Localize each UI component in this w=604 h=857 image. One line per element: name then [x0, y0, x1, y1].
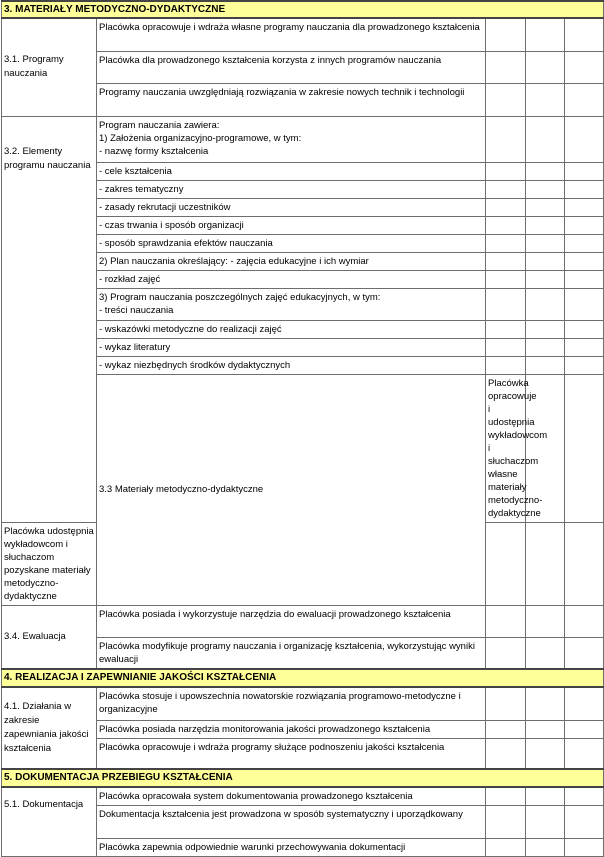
- score-cell: [565, 162, 604, 180]
- criterion-text: [97, 288, 486, 320]
- score-cell: [526, 198, 565, 216]
- score-cell: [565, 288, 604, 320]
- score-cell: [486, 687, 526, 720]
- score-cell: [565, 738, 604, 769]
- score-cell: [526, 51, 565, 83]
- score-cell: [565, 787, 604, 806]
- section-header-3: 3. MATERIAŁY METODYCZNO-DYDAKTYCZNE: [2, 1, 604, 18]
- score-cell: [526, 18, 565, 51]
- criterion-text: Placówka stosuje i upowszechnia nowatorskie rozwiązania programowo-metodyczne i organizacyjne: [97, 687, 486, 720]
- score-cell: [486, 83, 526, 116]
- score-cell: [486, 787, 526, 806]
- score-cell: [526, 83, 565, 116]
- criterion-text: Placówka zapewnia odpowiednie warunki przechowywania dokumentacji: [97, 839, 486, 857]
- score-cell: [486, 252, 526, 270]
- score-cell: [565, 270, 604, 288]
- score-cell: [526, 288, 565, 320]
- criterion-line: 1) Założenia organizacyjno-programowe, w tym:: [99, 132, 302, 144]
- criterion-text: Dokumentacja kształcenia jest prowadzona w sposób systematyczny i uporządkowany: [97, 806, 486, 839]
- score-cell: [526, 687, 565, 720]
- score-cell: [565, 637, 604, 669]
- criterion-line: - nazwę formy kształcenia: [99, 145, 209, 157]
- score-cell: [486, 162, 526, 180]
- criterion-text: Placówka modyfikuje programy nauczania i organizację kształcenia, wykorzystując wyniki ewaluacji: [97, 637, 486, 669]
- score-cell: [486, 839, 526, 857]
- criterion-text: Placówka posiada i wykorzystuje narzędzia do ewaluacji prowadzonego kształcenia: [97, 605, 486, 637]
- criterion-text: - wykaz niezbędnych środków dydaktycznych: [97, 356, 486, 374]
- score-cell: [565, 720, 604, 738]
- criterion-text: Placówka opracowuje i udostępnia wykładowcom i słuchaczom własne materiały metodyczno-dydaktyczne: [486, 374, 526, 522]
- score-cell: [526, 605, 565, 637]
- table-row: [2, 116, 604, 162]
- score-cell: [565, 198, 604, 216]
- score-cell: [565, 83, 604, 116]
- criterion-text: Programy nauczania uwzględniają rozwiązania w zakresie nowych technik i technologii: [97, 83, 486, 116]
- score-cell: [486, 234, 526, 252]
- score-cell: [565, 522, 604, 605]
- table-row: [2, 605, 604, 637]
- score-cell: [486, 116, 526, 162]
- section-header-5: 5. DOKUMENTACJA PRZEBIEGU KSZTAŁCENIA: [2, 769, 604, 787]
- category-label-3-2: 3.2. Elementy programu nauczania: [2, 116, 97, 522]
- score-cell: [565, 18, 604, 51]
- criterion-text: Placówka posiada narzędzia monitorowania jakości prowadzonego kształcenia: [97, 720, 486, 738]
- criterion-text: Placówka opracowała system dokumentowania prowadzonego kształcenia: [97, 787, 486, 806]
- score-cell: [565, 252, 604, 270]
- criterion-text: - sposób sprawdzania efektów nauczania: [97, 234, 486, 252]
- score-cell: [526, 216, 565, 234]
- score-cell: [486, 806, 526, 839]
- score-cell: [565, 338, 604, 356]
- score-cell: [565, 320, 604, 338]
- criterion-text: - wskazówki metodyczne do realizacji zajęć: [97, 320, 486, 338]
- score-cell: [526, 234, 565, 252]
- table-row: [2, 18, 604, 51]
- category-label-3-3: 3.3 Materiały metodyczno-dydaktyczne: [97, 374, 486, 605]
- score-cell: [526, 806, 565, 839]
- score-cell: [526, 637, 565, 669]
- accreditation-criteria-table: [1, 0, 604, 857]
- section-row: [2, 769, 604, 787]
- score-cell: [486, 338, 526, 356]
- score-cell: [565, 605, 604, 637]
- score-cell: [565, 356, 604, 374]
- score-cell: [486, 51, 526, 83]
- criterion-text: 2) Plan nauczania określający: - zajęcia edukacyjne i ich wymiar: [97, 252, 486, 270]
- score-cell: [565, 687, 604, 720]
- score-cell: [486, 180, 526, 198]
- score-cell: [565, 374, 604, 522]
- criterion-text: [97, 116, 486, 162]
- category-label-4-1: 4.1. Działania w zakresie zapewniania jakości kształcenia: [2, 687, 97, 769]
- criterion-line: 3) Program nauczania poszczególnych zajęć edukacyjnych, w tym:: [99, 291, 381, 303]
- score-cell: [526, 839, 565, 857]
- section-row: [2, 1, 604, 18]
- category-label-3-1: 3.1. Programy nauczania: [2, 18, 97, 116]
- score-cell: [565, 116, 604, 162]
- score-cell: [526, 180, 565, 198]
- criterion-text: Placówka opracowuje i wdraża własne programy nauczania dla prowadzonego kształcenia: [97, 18, 486, 51]
- score-cell: [526, 522, 565, 605]
- score-cell: [526, 356, 565, 374]
- score-cell: [486, 320, 526, 338]
- score-cell: [526, 116, 565, 162]
- score-cell: [486, 270, 526, 288]
- score-cell: [565, 839, 604, 857]
- criterion-line: Program nauczania zawiera:: [99, 119, 220, 131]
- table-row: [2, 687, 604, 720]
- criterion-text: - zakres tematyczny: [97, 180, 486, 198]
- score-cell: [486, 216, 526, 234]
- score-cell: [526, 320, 565, 338]
- score-cell: [565, 180, 604, 198]
- score-cell: [486, 198, 526, 216]
- score-cell: [526, 720, 565, 738]
- criterion-text: - czas trwania i sposób organizacji: [97, 216, 486, 234]
- section-header-4: 4. REALIZACJA I ZAPEWNIANIE JAKOŚCI KSZTAŁCENIA: [2, 669, 604, 687]
- score-cell: [565, 234, 604, 252]
- category-label-3-4: 3.4. Ewaluacja: [2, 605, 97, 669]
- score-cell: [526, 252, 565, 270]
- criterion-text: Placówka dla prowadzonego kształcenia korzysta z innych programów nauczania: [97, 51, 486, 83]
- score-cell: [486, 738, 526, 769]
- score-cell: [486, 356, 526, 374]
- section-row: [2, 669, 604, 687]
- score-cell: [565, 51, 604, 83]
- criterion-text: - cele kształcenia: [97, 162, 486, 180]
- criterion-text: - rozkład zajęć: [97, 270, 486, 288]
- score-cell: [486, 605, 526, 637]
- score-cell: [486, 18, 526, 51]
- criterion-text: - zasady rekrutacji uczestników: [97, 198, 486, 216]
- criterion-line: - treści nauczania: [99, 304, 174, 316]
- score-cell: [526, 738, 565, 769]
- criterion-text: - wykaz literatury: [97, 338, 486, 356]
- table-row: [2, 787, 604, 806]
- score-cell: [565, 216, 604, 234]
- score-cell: [486, 720, 526, 738]
- score-cell: [486, 637, 526, 669]
- category-label-5-1: 5.1. Dokumentacja: [2, 787, 97, 857]
- criterion-text: Placówka udostępnia wykładowcom i słuchaczom pozyskane materiały metodyczno-dydaktyczne: [2, 522, 97, 605]
- score-cell: [526, 162, 565, 180]
- score-cell: [526, 270, 565, 288]
- score-cell: [565, 806, 604, 839]
- score-cell: [526, 338, 565, 356]
- score-cell: [526, 787, 565, 806]
- criterion-text: Placówka opracowuje i wdraża programy służące podnoszeniu jakości kształcenia: [97, 738, 486, 769]
- score-cell: [486, 522, 526, 605]
- score-cell: [486, 288, 526, 320]
